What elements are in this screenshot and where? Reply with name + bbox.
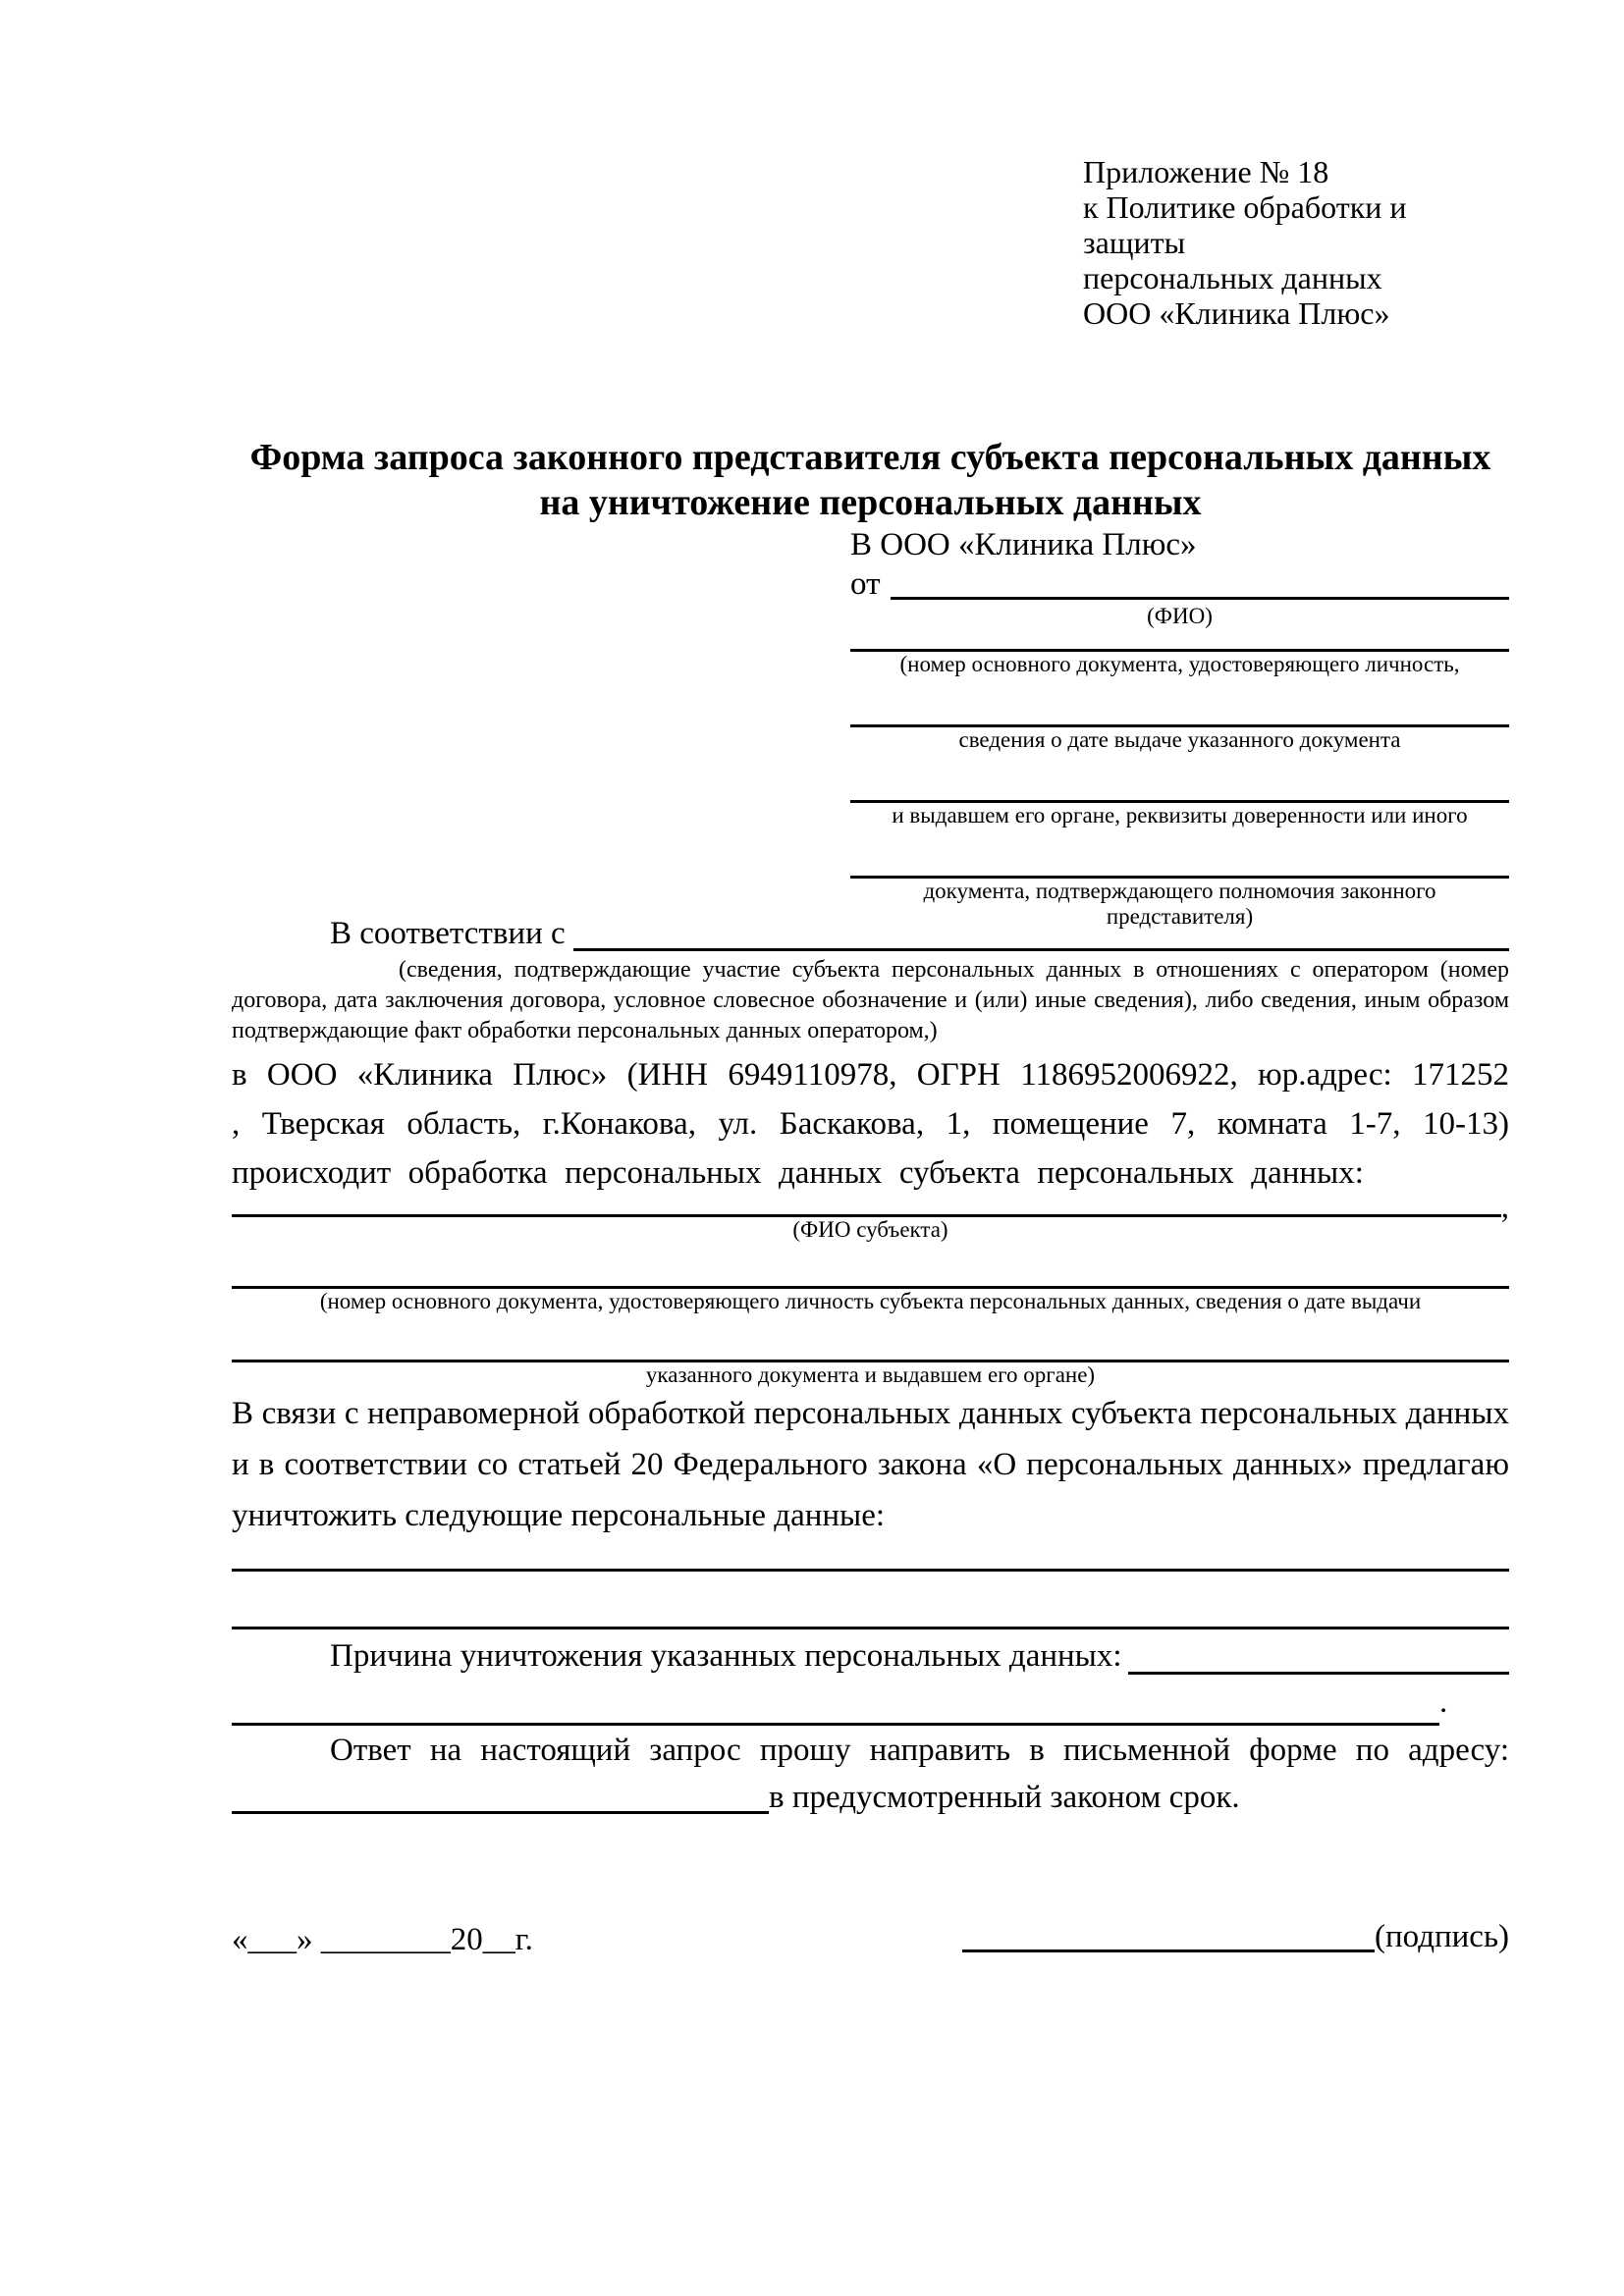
representative-block xyxy=(850,525,1509,929)
appendix-number: Приложение № 18 xyxy=(1083,154,1329,189)
fio-caption: (ФИО) xyxy=(1147,604,1213,628)
reason-lead: Причина уничтожения указанных персональных данных: xyxy=(330,1638,1122,1674)
addressee-line: В ООО «Клиника Плюс» xyxy=(850,527,1197,562)
subject-fio-comma: , xyxy=(1500,1190,1509,1225)
appendix-company: ООО «Клиника Плюс» xyxy=(1083,295,1390,331)
form-title-line-2: на уничтожение персональных данных xyxy=(539,482,1202,523)
form-title-line-1: Форма запроса законного представителя субъекта персональных данных xyxy=(249,437,1491,478)
subject-fio-field[interactable] xyxy=(232,1195,1501,1217)
accordance-note: (сведения, подтверждающие участие субъекта персональных данных в отношениях с оператором (номер договора, дата заключения договора, условное словесное обозначение и (или) иные сведения), либо сведения, иным образом подтверждающие факт обработки персональных данных оператором,) xyxy=(232,957,1509,1043)
appendix-policy-line-2: персональных данных xyxy=(1083,260,1382,295)
footer-row xyxy=(232,1910,1509,1958)
reason-period: . xyxy=(1439,1684,1448,1720)
accordance-field[interactable] xyxy=(573,947,1509,951)
representative-fio-field[interactable] xyxy=(891,596,1510,600)
accordance-lead: В соответствии с xyxy=(330,916,566,951)
representative-doc-field-1[interactable] xyxy=(850,629,1509,652)
from-row xyxy=(850,564,1509,604)
representative-doc-field-2[interactable] xyxy=(850,677,1509,727)
reason-field[interactable] xyxy=(1128,1671,1509,1675)
date-field[interactable]: «___» ________20__г. xyxy=(232,1922,533,1957)
doc-caption-1: (номер основного документа, удостоверяющего личность, xyxy=(899,652,1460,676)
representative-doc-field-4[interactable] xyxy=(850,828,1509,879)
reason-field-2[interactable] xyxy=(232,1680,1439,1726)
data-to-destroy-field-2[interactable] xyxy=(232,1605,1509,1629)
reason-row xyxy=(232,1633,1509,1679)
answer-tail: в предусмотренный законом срок. xyxy=(769,1780,1240,1815)
document-content xyxy=(232,154,1509,1958)
subject-doc-field-2[interactable] xyxy=(232,1314,1509,1362)
appendix-policy-line: к Политике обработки и защиты xyxy=(1083,189,1407,260)
answer-paragraph: Ответ на настоящий запрос прошу направить в письменной форме по адресу: xyxy=(330,1733,1509,1768)
accordance-row xyxy=(232,912,1509,955)
signature-caption: (подпись) xyxy=(1375,1919,1509,1954)
doc-caption-4: документа, подтверждающего полномочия законного представителя) xyxy=(923,879,1436,929)
signature-field[interactable] xyxy=(962,1910,1375,1952)
appendix-header xyxy=(1083,154,1509,331)
representative-doc-field-3[interactable] xyxy=(850,753,1509,803)
doc-caption-3: и выдавшем его органе, реквизиты доверенности или иного xyxy=(892,803,1468,828)
data-to-destroy-field-1[interactable] xyxy=(232,1547,1509,1572)
unlawful-paragraph: В связи с неправомерной обработкой персональных данных субъекта персональных данных и в соответствии со статьей 20 Федерального закона «О персональных данных» предлагаю уничтожить следующие персональные данные: xyxy=(232,1396,1509,1533)
reason-row-2 xyxy=(232,1679,1509,1726)
signature-block xyxy=(962,1910,1509,1958)
doc-caption-2: сведения о дате выдаче указанного документа xyxy=(958,727,1401,752)
answer-address-row xyxy=(232,1775,1509,1820)
form-title xyxy=(232,435,1509,525)
subject-fio-caption: (ФИО субъекта) xyxy=(792,1217,948,1242)
subject-doc-caption-1: (номер основного документа, удостоверяющего личность субъекта персональных данных, сведения о дате выдачи xyxy=(319,1289,1422,1313)
subject-doc-caption-2: указанного документа и выдавшем его органе) xyxy=(645,1362,1096,1387)
subject-doc-field-1[interactable] xyxy=(232,1243,1509,1289)
from-label: от xyxy=(850,566,881,602)
address-field[interactable] xyxy=(232,1770,769,1814)
operator-paragraph: в ООО «Клиника Плюс» (ИНН 6949110978, ОГРН 1186952006922, юр.адрес: 171252 , Тверская область, г.Конакова, ул. Баскакова, 1, помещение 7, комната 1-7, 10-13) происходит обработка персональных данных субъекта персональных данных: xyxy=(232,1057,1509,1191)
subject-fio-row xyxy=(232,1190,1509,1225)
